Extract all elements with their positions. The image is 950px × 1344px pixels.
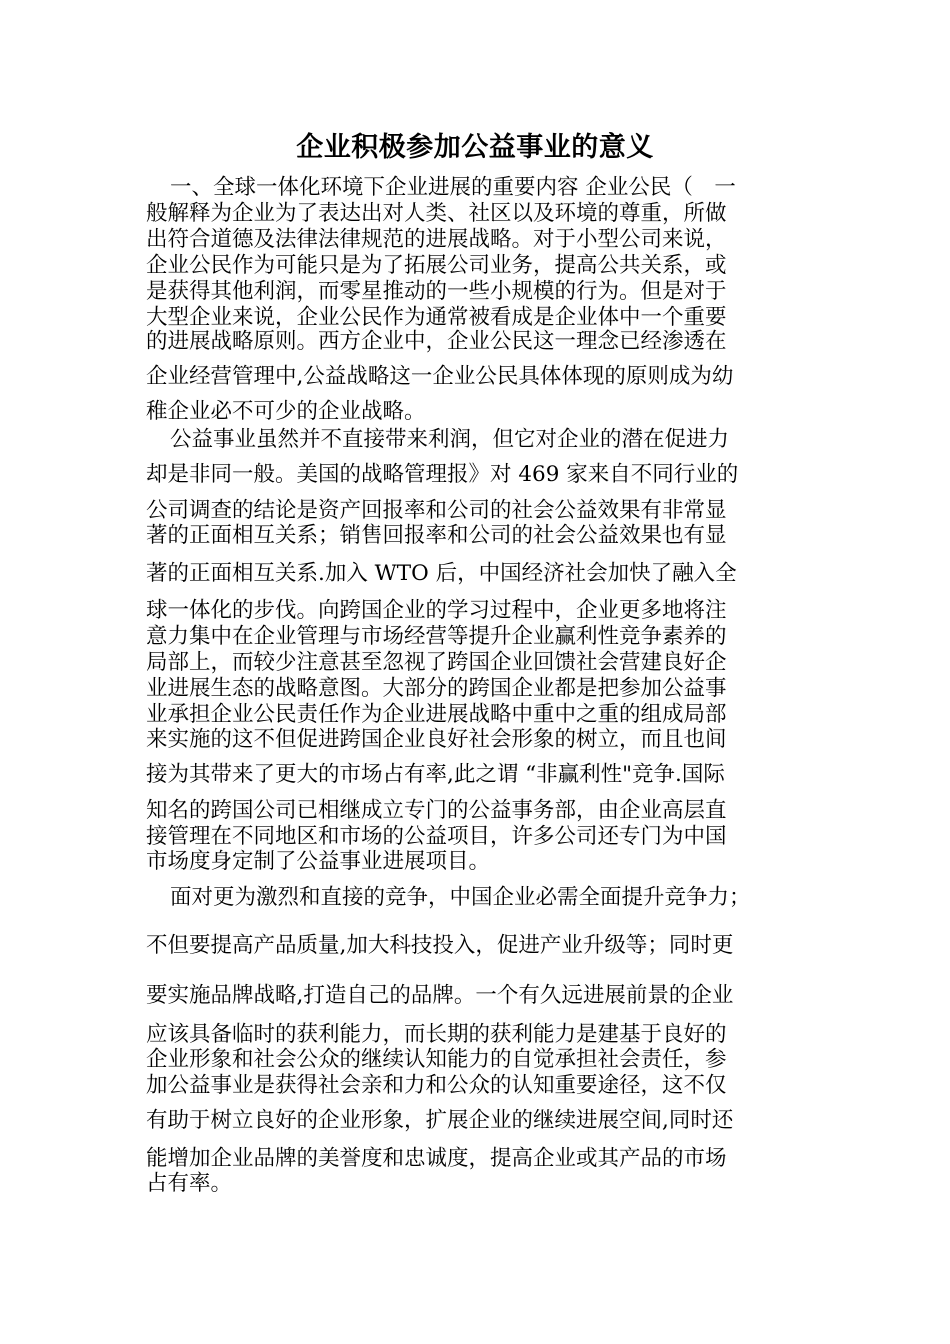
text-line: 企业经营管理中,公益战略这一企业公民具体体现的原则成为幼 <box>146 364 734 389</box>
text-line: 有助于树立良好的企业形象，扩展企业的继续进展空间,同时还 <box>146 1108 734 1133</box>
text-line: 公司调查的结论是资产回报率和公司的社会公益效果有非常显 <box>146 498 727 523</box>
text-line: 应该具备临时的获利能力，而长期的获利能力是建基于良好的 <box>146 1022 727 1047</box>
text-line: 大型企业来说，企业公民作为通常被看成是企业体中一个重要 <box>146 305 727 330</box>
text-line: 的进展战略原则。西方企业中，企业公民这一理念已经渗透在 <box>146 329 727 354</box>
text-line: 来实施的这不但促进跨国企业良好社会形象的树立，而且也间 <box>146 727 727 752</box>
text-line: 占有率。 <box>146 1171 233 1196</box>
text-line: 公益事业虽然并不直接带来利润，但它对企业的潜在促进力 <box>170 427 730 452</box>
text-line: 知名的跨国公司已相继成立专门的公益事务部，由企业高层直 <box>146 798 727 823</box>
text-line: 是获得其他利润，而零星推动的一些小规模的行为。但是对于 <box>146 279 727 304</box>
text-line: 市场度身定制了公益事业进展项目。 <box>146 849 491 874</box>
text-line: 企业公民作为可能只是为了拓展公司业务，提高公共关系，或 <box>146 253 727 278</box>
text-line: 加公益事业是获得社会亲和力和公众的认知重要途径，这不仅 <box>146 1073 727 1098</box>
text-line: 却是非同一般。美国的战略管理报》对 469 家来自不同行业的 <box>146 462 739 487</box>
text-line: 要实施品牌战略,打造自己的品牌。一个有久远进展前景的企业 <box>146 983 734 1008</box>
text-line: 接为其带来了更大的市场占有率,此之谓 “非赢利性"竞争.国际 <box>146 762 725 787</box>
text-line: 意力集中在企业管理与市场经营等提升企业赢利性竞争素养的 <box>146 624 727 649</box>
text-line: 出符合道德及法律法律规范的进展战略。对于小型公司来说， <box>146 227 727 252</box>
text-line: 不但要提高产品质量,加大科技投入，促进产业升级等；同时更 <box>146 933 734 958</box>
text-line: 著的正面相互关系.加入 WTO 后，中国经济社会加快了融入全 <box>146 561 737 586</box>
text-line: 球一体化的步伐。向跨国企业的学习过程中，企业更多地将注 <box>146 598 727 623</box>
document-title: 企业积极参加公益事业的意义 <box>296 132 654 163</box>
text-line: 局部上，而较少注意甚至忽视了跨国企业回馈社会营建良好企 <box>146 650 727 675</box>
text-line: 业承担企业公民责任作为企业进展战略中重中之重的组成局部 <box>146 702 727 727</box>
text-line: 般解释为企业为了表达出对人类、社区以及环境的尊重，所做 <box>146 201 727 226</box>
text-line: 一、全球一体化环境下企业进展的重要内容 企业公民（ 一 <box>170 175 736 200</box>
text-line: 能增加企业品牌的美誉度和忠诚度，提高企业或其产品的市场 <box>146 1146 727 1171</box>
text-line: 企业形象和社会公众的继续认知能力的自觉承担社会责任，参 <box>146 1047 727 1072</box>
text-line: 著的正面相互关系；销售回报率和公司的社会公益效果也有显 <box>146 523 727 548</box>
text-line: 业进展生态的战略意图。大部分的跨国企业都是把参加公益事 <box>146 676 727 701</box>
text-line: 稚企业必不可少的企业战略。 <box>146 399 426 424</box>
text-line: 接管理在不同地区和市场的公益项目，许多公司还专门为中国 <box>146 824 727 849</box>
text-line: 面对更为激烈和直接的竞争，中国企业必需全面提升竞争力； <box>170 885 751 910</box>
